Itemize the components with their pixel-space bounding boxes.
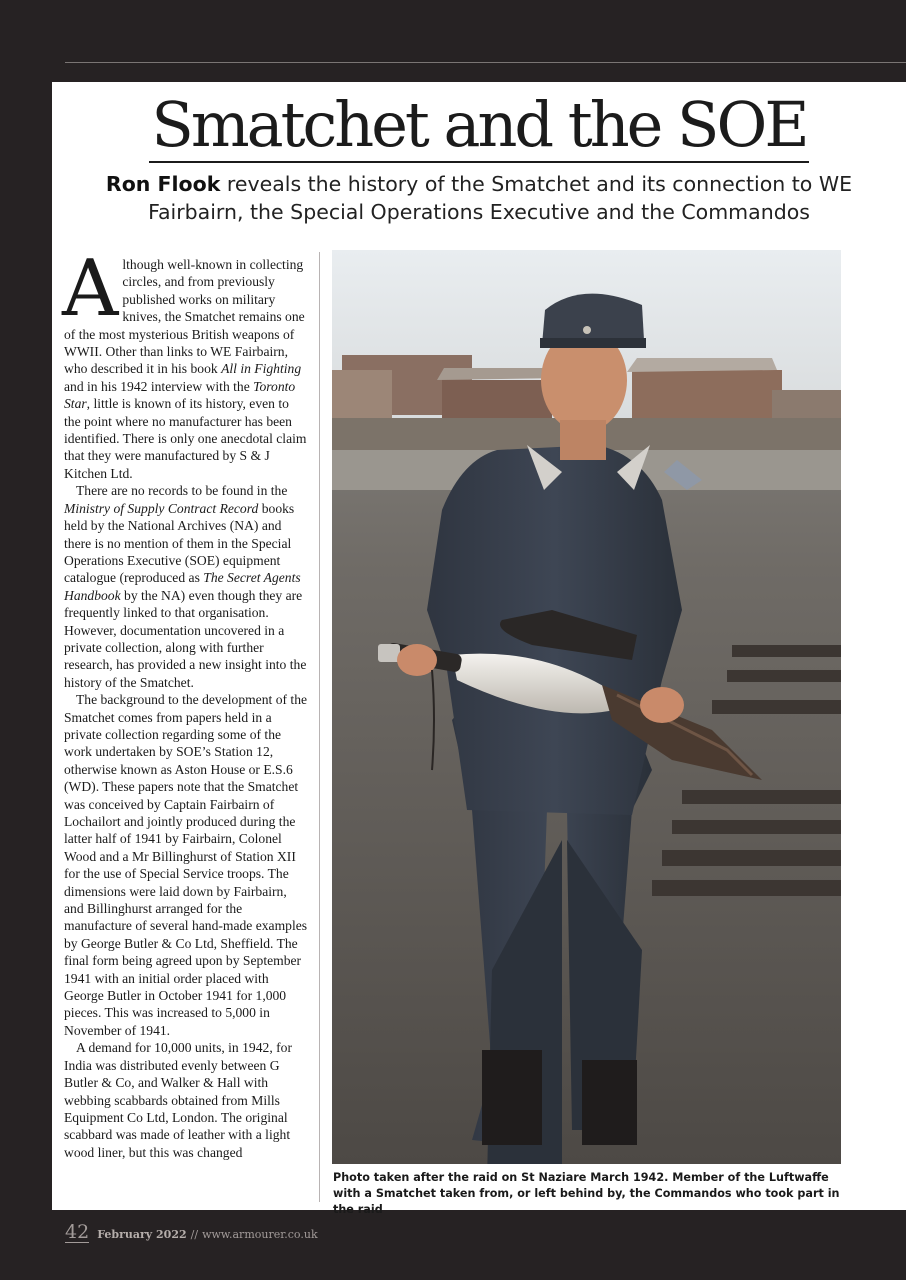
- body-paragraph: [64, 691, 308, 1039]
- article-title: Smatchet and the SOE: [151, 88, 807, 161]
- soldier-photo-illustration: [332, 250, 841, 1164]
- italic-title: All in Fighting: [221, 361, 302, 377]
- article-page: [52, 82, 906, 1216]
- body-paragraph: [62, 244, 308, 482]
- paragraph-text: and in his 1942 interview with the: [64, 378, 254, 394]
- paragraph-text: There are no records to be found in the: [76, 483, 288, 499]
- paragraph-text: lthough well-known in collecting circles, and from previously published works on military knives, the Smatchet remains one of the most mysterious British weapons of WWII. Other than links to WE Fairbairn, who described it in his book: [64, 257, 305, 377]
- paragraph-text: books held by the National Archives (NA) and there is no mention of them in the Special Operations Executive (SOE) equipment catalogue (reproduced as: [64, 500, 295, 586]
- italic-title: Toronto Star: [64, 378, 296, 412]
- page-number: 42: [65, 1221, 90, 1243]
- article-photo: [332, 250, 841, 1164]
- footer-separator: //: [190, 1228, 199, 1241]
- paragraph-text: by the NA) even though they are frequently linked to that organisation. However, documentation uncovered in a private collection, along with further research, has provided a new insight into the history of the Smatchet.: [64, 587, 307, 690]
- page-footer: [65, 1222, 318, 1243]
- subtitle-text: reveals the history of the Smatchet and its connection to WE Fairbairn, the Special Operations Executive and the Commandos: [148, 172, 853, 224]
- website-link[interactable]: www.armourer.co.uk: [202, 1228, 318, 1241]
- drop-cap: A: [62, 244, 119, 334]
- body-paragraph: [64, 1039, 308, 1161]
- column-divider: [319, 252, 320, 1202]
- paragraph-text: The background to the development of the Smatchet comes from papers held in a private collection regarding some of the work undertaken by SOE’s Station 12, otherwise known as Aston House or E.S.6 (WD). These papers note that the Smatchet was conceived by Captain Fairbairn of Lochailort and jointly produced during the latter half of 1941 by Fairbairn, Colonel Wood and a Mr Billinghurst of Station XII for the use of Special Service troops. The dimensions were laid down by Fairbairn, and Billinghurst arranged for the manufacture of several hand-made examples by George Butler & Co Ltd, Sheffield. The final form being agreed upon by September 1941 with an initial order placed with George Butler in October 1941 for 1,000 pieces. This was increased to 5,000 in November of 1941.: [64, 692, 308, 1038]
- author-name: Ron Flook: [105, 172, 221, 196]
- photo-caption: Photo taken after the raid on St Naziare March 1942. Member of the Luftwaffe with a Smatchet taken from, or left behind by, the Commandos who took part in the raid: [333, 1171, 840, 1216]
- italic-title: The Secret Agents Handbook: [64, 570, 301, 603]
- top-rule: [65, 62, 906, 63]
- italic-title: Ministry of Supply Contract Record: [64, 500, 259, 516]
- article-subtitle: [82, 170, 876, 226]
- article-body: [62, 244, 308, 1161]
- issue-date: February 2022: [97, 1228, 187, 1241]
- body-paragraph: [64, 482, 308, 691]
- paragraph-text: A demand for 10,000 units, in 1942, for India was distributed evenly between G Butler & Co, and Walker & Hall with webbing scabbards obtained from Mills Equipment Co Ltd, London. The original scabbard was made of leather with a light wood liner, but this was changed: [64, 1040, 292, 1160]
- paragraph-text: , little is known of its history, even to the point where no manufacturer has been identified. There is only one anecdotal claim that they were manufactured by S & J Kitchen Ltd.: [64, 396, 307, 481]
